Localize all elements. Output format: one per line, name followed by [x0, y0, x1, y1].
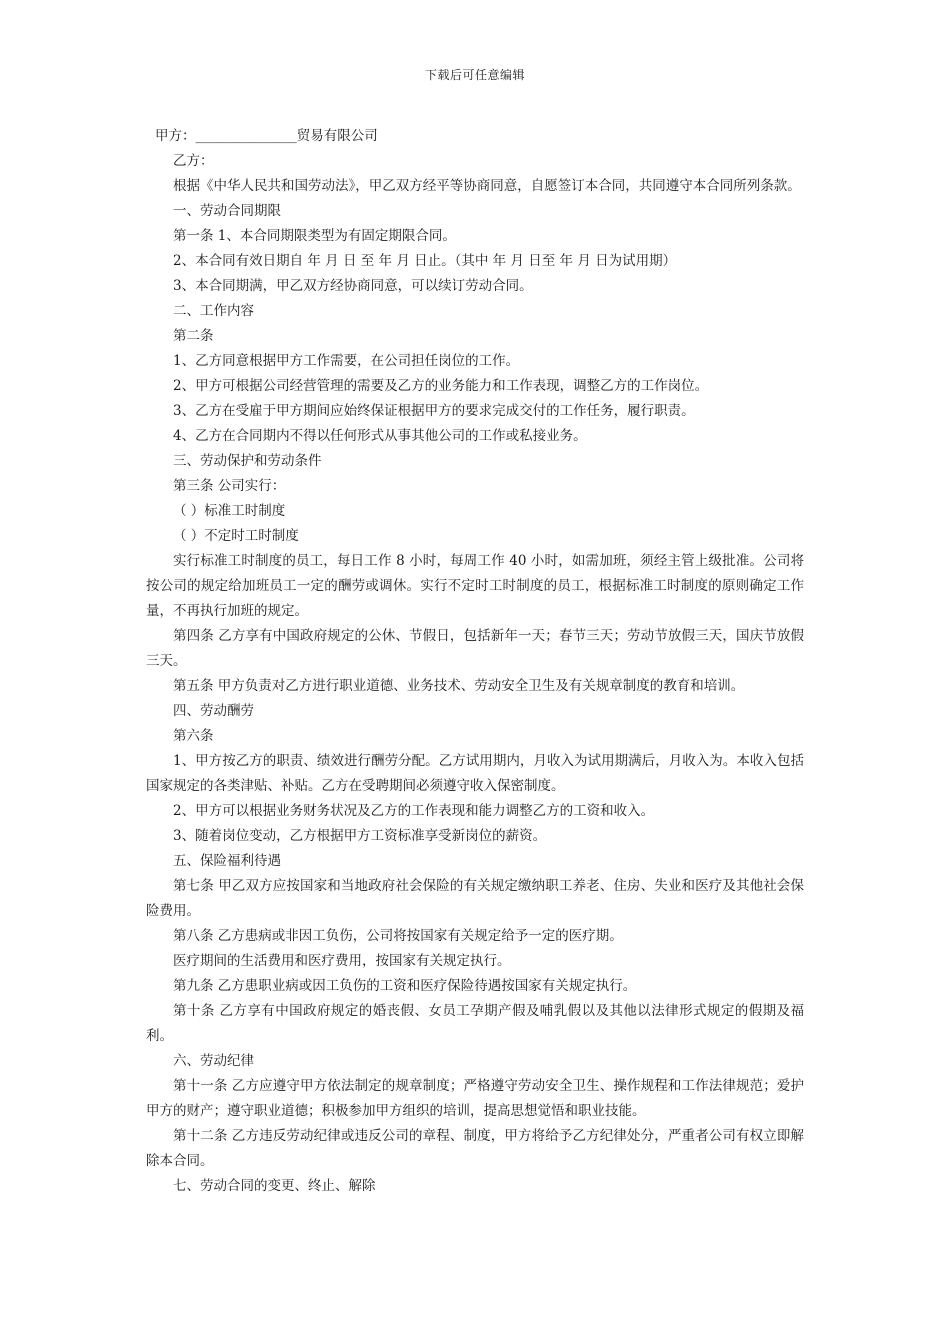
contract-paragraph: 1、乙方同意根据甲方工作需要，在公司担任岗位的工作。 — [173, 353, 520, 369]
contract-paragraph: 2、本合同有效日期自 年 月 日 至 年 月 日止。（其中 年 月 日至 年 月 日为试用期） — [173, 253, 677, 269]
contract-paragraph: 四、劳动酬劳 — [173, 703, 254, 719]
contract-paragraph: 3、乙方在受雇于甲方期间应始终保证根据甲方的要求完成交付的工作任务，履行职责。 — [173, 403, 695, 419]
contract-paragraph: 第九条 乙方患职业病或因工负伤的工资和医疗保险待遇按国家有关规定执行。 — [173, 978, 637, 994]
contract-paragraph: 3、本合同期满，甲乙双方经协商同意，可以续订劳动合同。 — [173, 278, 533, 294]
contract-paragraph: （ ）标准工时制度 — [173, 503, 286, 519]
contract-paragraph: 第八条 乙方患病或非因工负伤，公司将按国家有关规定给予一定的医疗期。 — [173, 928, 623, 944]
contract-paragraph: 二、工作内容 — [173, 303, 254, 319]
contract-paragraph: 第一条 1、本合同期限类型为有固定期限合同。 — [173, 228, 456, 244]
contract-paragraph: 第十条 乙方享有中国政府规定的婚丧假、女员工孕期产假及哺乳假以及其他以法律形式规定的假期及福利。 — [146, 1003, 804, 1044]
contract-paragraph: 第十一条 乙方应遵守甲方依法制定的规章制度；严格遵守劳动安全卫生、操作规程和工作法律规范；爱护甲方的财产；遵守职业道德；积极参加甲方组织的培训，提高思想觉悟和职业技能。 — [146, 1078, 804, 1119]
contract-paragraph: 一、劳动合同期限 — [173, 203, 281, 219]
contract-paragraph: 甲方：_______________贸易有限公司 — [155, 128, 378, 144]
contract-paragraph: 2、甲方可以根据业务财务状况及乙方的工作表现和能力调整乙方的工资和收入。 — [173, 803, 655, 819]
page-header-note: 下载后可任意编辑 — [424, 68, 525, 82]
contract-paragraph: 2、甲方可根据公司经营管理的需要及乙方的业务能力和工作表现，调整乙方的工作岗位。 — [173, 378, 709, 394]
contract-paragraph: 实行标准工时制度的员工，每日工作 8 小时，每周工作 40 小时，如需加班，须经主管上级批准。公司将按公司的规定给加班员工一定的酬劳或调休。实行不定时工时制度的员工，根据标准工时制度的原则确定工作量，不再执行加班的规定。 — [146, 553, 804, 619]
contract-paragraph: 五、保险福利待遇 — [173, 853, 281, 869]
contract-paragraph: 医疗期间的生活费用和医疗费用，按国家有关规定执行。 — [173, 953, 511, 969]
contract-paragraph: 4、乙方在合同期内不得以任何形式从事其他公司的工作或私接业务。 — [173, 428, 587, 444]
contract-paragraph: 第四条 乙方享有中国政府规定的公休、节假日，包括新年一天；春节三天；劳动节放假三天，国庆节放假三天。 — [146, 628, 804, 669]
contract-paragraph: （ ）不定时工时制度 — [173, 528, 299, 544]
contract-paragraph: 第五条 甲方负责对乙方进行职业道德、业务技术、劳动安全卫生及有关规章制度的教育和培训。 — [173, 678, 745, 694]
contract-paragraph: 第六条 — [173, 728, 214, 744]
contract-paragraph: 第七条 甲乙双方应按国家和当地政府社会保险的有关规定缴纳职工养老、住房、失业和医疗及其他社会保险费用。 — [146, 878, 804, 919]
contract-paragraph: 根据《中华人民共和国劳动法》，甲乙双方经平等协商同意，自愿签订本合同，共同遵守本合同所列条款。 — [173, 178, 801, 194]
contract-paragraph: 乙方： — [173, 153, 214, 169]
contract-body — [146, 124, 804, 1199]
contract-paragraph: 1、甲方按乙方的职责、绩效进行酬劳分配。乙方试用期内，月收入为试用期满后，月收入为。本收入包括国家规定的各类津贴、补贴。乙方在受聘期间必须遵守收入保密制度。 — [146, 753, 804, 794]
contract-paragraph: 第三条 公司实行： — [173, 478, 286, 494]
contract-paragraph: 七、劳动合同的变更、终止、解除 — [173, 1178, 376, 1194]
contract-paragraph: 六、劳动纪律 — [173, 1053, 254, 1069]
contract-paragraph: 3、随着岗位变动，乙方根据甲方工资标准享受新岗位的薪资。 — [173, 828, 547, 844]
contract-paragraph: 三、劳动保护和劳动条件 — [173, 453, 322, 469]
contract-paragraph: 第十二条 乙方违反劳动纪律或违反公司的章程、制度，甲方将给予乙方纪律处分，严重者公司有权立即解除本合同。 — [146, 1128, 804, 1169]
contract-paragraph: 第二条 — [173, 328, 214, 344]
